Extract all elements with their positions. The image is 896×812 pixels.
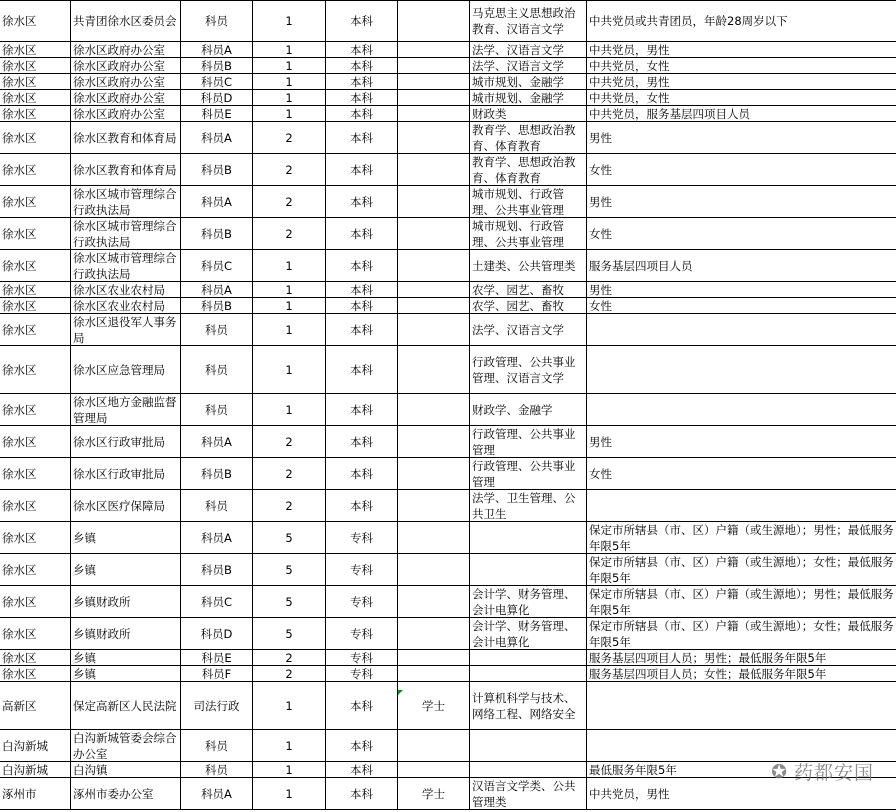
cell-unit[interactable]: 乡镇: [71, 666, 181, 682]
cell-major[interactable]: 计算机科学与技术、网络工程、网络安全: [470, 682, 587, 730]
cell-education[interactable]: 本科: [326, 346, 398, 394]
table-row: [0, 90, 896, 106]
cell-major[interactable]: [470, 730, 587, 762]
cell-count[interactable]: 5: [253, 522, 326, 554]
cell-count[interactable]: 1: [253, 778, 326, 810]
cell-unit[interactable]: 白沟新城管委会综合办公室: [71, 730, 181, 762]
cell-count[interactable]: 1: [253, 314, 326, 346]
cell-unit[interactable]: 乡镇: [71, 522, 181, 554]
cell-area[interactable]: 徐水区: [0, 218, 71, 250]
table-row: [0, 0, 896, 42]
cell-education[interactable]: 本科: [326, 42, 398, 58]
cell-area[interactable]: 徐水区: [0, 458, 71, 490]
cell-major[interactable]: 马克思主义思想政治教育、汉语言文学: [470, 0, 587, 42]
cell-degree[interactable]: [398, 762, 470, 778]
cell-requirements[interactable]: 中共党员或共青团员，年龄28周岁以下: [587, 0, 896, 42]
cell-degree[interactable]: [398, 618, 470, 650]
cell-area[interactable]: 涿州市: [0, 778, 71, 810]
cell-education[interactable]: 专科: [326, 650, 398, 666]
table-row: [0, 298, 896, 314]
cell-position[interactable]: 科员A: [181, 42, 253, 58]
table-row: [0, 42, 896, 58]
cell-count[interactable]: 5: [253, 618, 326, 650]
table-row: [0, 154, 896, 186]
table-row: [0, 426, 896, 458]
cell-degree[interactable]: [398, 106, 470, 122]
cell-position[interactable]: 科员A: [181, 522, 253, 554]
cell-position[interactable]: 科员C: [181, 74, 253, 90]
table-row: [0, 458, 896, 490]
cell-education[interactable]: 本科: [326, 394, 398, 426]
watermark: [771, 758, 874, 785]
cell-area[interactable]: 徐水区: [0, 394, 71, 426]
cell-unit[interactable]: 徐水区政府办公室: [71, 42, 181, 58]
cell-requirements[interactable]: 保定市所辖县（市、区）户籍（或生源地）；女性；最低服务年限5年: [587, 618, 896, 650]
cell-degree[interactable]: [398, 666, 470, 682]
cell-major[interactable]: 法学、汉语言文学: [470, 314, 587, 346]
cell-position[interactable]: 科员: [181, 394, 253, 426]
table-row: [0, 682, 896, 730]
cell-position[interactable]: 科员D: [181, 618, 253, 650]
cell-position[interactable]: 科员B: [181, 218, 253, 250]
cell-major[interactable]: 汉语言文学类、公共管理类: [470, 778, 587, 810]
cell-count[interactable]: 2: [253, 154, 326, 186]
cell-count[interactable]: 2: [253, 666, 326, 682]
cell-unit[interactable]: 徐水区退役军人事务局: [71, 314, 181, 346]
cell-position[interactable]: 科员: [181, 346, 253, 394]
cell-count[interactable]: 1: [253, 346, 326, 394]
cell-requirements[interactable]: 男性: [587, 186, 896, 218]
cell-major[interactable]: 行政管理、公共事业管理: [470, 426, 587, 458]
cell-position[interactable]: 科员E: [181, 650, 253, 666]
table-row: [0, 586, 896, 618]
cell-count[interactable]: 2: [253, 186, 326, 218]
cell-unit[interactable]: 乡镇: [71, 650, 181, 666]
cell-position[interactable]: 科员A: [181, 778, 253, 810]
cell-education[interactable]: 本科: [326, 122, 398, 154]
table-row: [0, 730, 896, 762]
cell-degree[interactable]: [398, 74, 470, 90]
table-row: [0, 58, 896, 74]
table-row: [0, 522, 896, 554]
cell-unit[interactable]: 徐水区城市管理综合行政执法局: [71, 218, 181, 250]
cell-major[interactable]: [470, 762, 587, 778]
cell-major[interactable]: [470, 522, 587, 554]
cell-requirements[interactable]: 男性: [587, 426, 896, 458]
cell-position[interactable]: 科员: [181, 490, 253, 522]
wechat-icon: ✪: [771, 760, 788, 783]
cell-degree[interactable]: [398, 90, 470, 106]
cell-degree[interactable]: [398, 394, 470, 426]
cell-major[interactable]: [470, 666, 587, 682]
cell-count[interactable]: 1: [253, 762, 326, 778]
table-row: [0, 490, 896, 522]
cell-position[interactable]: 科员A: [181, 282, 253, 298]
cell-requirements[interactable]: 中共党员，男性: [587, 42, 896, 58]
cell-requirements[interactable]: 中共党员，男性: [587, 778, 896, 810]
cell-degree[interactable]: [398, 314, 470, 346]
cell-requirements[interactable]: 中共党员，男性: [587, 74, 896, 90]
table-row: [0, 74, 896, 90]
cell-degree[interactable]: [398, 298, 470, 314]
cell-position[interactable]: 科员: [181, 730, 253, 762]
table-row: [0, 666, 896, 682]
table-row: [0, 250, 896, 282]
cell-count[interactable]: 1: [253, 394, 326, 426]
cell-position[interactable]: 科员B: [181, 458, 253, 490]
cell-unit[interactable]: 徐水区城市管理综合行政执法局: [71, 186, 181, 218]
cell-count[interactable]: 1: [253, 106, 326, 122]
watermark-text: 药都安国: [793, 762, 874, 784]
cell-area[interactable]: 白沟新城: [0, 762, 71, 778]
cell-count[interactable]: 2: [253, 218, 326, 250]
cell-unit[interactable]: 徐水区行政审批局: [71, 458, 181, 490]
cell-area[interactable]: 徐水区: [0, 346, 71, 394]
cell-major[interactable]: 农学、园艺、畜牧: [470, 298, 587, 314]
cell-requirements[interactable]: 女性: [587, 458, 896, 490]
cell-major[interactable]: 行政管理、公共事业管理、汉语言文学: [470, 346, 587, 394]
cell-count[interactable]: 5: [253, 554, 326, 586]
cell-requirements[interactable]: [587, 490, 896, 522]
cell-unit[interactable]: 徐水区教育和体育局: [71, 154, 181, 186]
cell-area[interactable]: 徐水区: [0, 250, 71, 282]
cell-major[interactable]: 会计学、财务管理、会计电算化: [470, 586, 587, 618]
cell-unit[interactable]: 徐水区政府办公室: [71, 90, 181, 106]
cell-count[interactable]: 2: [253, 122, 326, 154]
cell-area[interactable]: 徐水区: [0, 314, 71, 346]
table-top-border: [0, 0, 896, 1]
cell-count[interactable]: 1: [253, 298, 326, 314]
table-row: [0, 762, 896, 778]
cell-area[interactable]: 徐水区: [0, 58, 71, 74]
cell-education[interactable]: 本科: [326, 218, 398, 250]
cell-degree[interactable]: [398, 282, 470, 298]
cell-count[interactable]: 1: [253, 730, 326, 762]
cell-area[interactable]: 徐水区: [0, 106, 71, 122]
cell-education[interactable]: 本科: [326, 74, 398, 90]
cell-count[interactable]: 2: [253, 458, 326, 490]
cell-degree[interactable]: [398, 250, 470, 282]
cell-degree[interactable]: [398, 554, 470, 586]
cell-major[interactable]: 农学、园艺、畜牧: [470, 282, 587, 298]
cell-area[interactable]: 徐水区: [0, 74, 71, 90]
cell-unit[interactable]: 徐水区应急管理局: [71, 346, 181, 394]
cell-degree[interactable]: [398, 650, 470, 666]
cell-requirements[interactable]: 保定市所辖县（市、区）户籍（或生源地）；男性；最低服务年限5年: [587, 522, 896, 554]
cell-position[interactable]: 科员C: [181, 586, 253, 618]
table-row: [0, 314, 896, 346]
cell-major[interactable]: 财政类: [470, 106, 587, 122]
cell-major[interactable]: 城市规划、行政管理、公共事业管理: [470, 218, 587, 250]
cell-position[interactable]: 科员D: [181, 90, 253, 106]
cell-education[interactable]: 本科: [326, 90, 398, 106]
cell-degree[interactable]: 学士: [398, 778, 470, 810]
cell-education[interactable]: 专科: [326, 522, 398, 554]
cell-comment-marker: [398, 690, 403, 695]
cell-position[interactable]: 科员A: [181, 122, 253, 154]
cell-requirements[interactable]: 男性: [587, 282, 896, 298]
cell-degree[interactable]: [398, 586, 470, 618]
cell-area[interactable]: 徐水区: [0, 650, 71, 666]
cell-requirements[interactable]: 中共党员，女性: [587, 90, 896, 106]
cell-area[interactable]: 徐水区: [0, 186, 71, 218]
cell-requirements[interactable]: 男性: [587, 122, 896, 154]
cell-major[interactable]: 法学、汉语言文学: [470, 42, 587, 58]
cell-requirements[interactable]: [587, 394, 896, 426]
cell-degree[interactable]: [398, 522, 470, 554]
table-row: [0, 650, 896, 666]
cell-requirements[interactable]: 女性: [587, 218, 896, 250]
cell-area[interactable]: 徐水区: [0, 426, 71, 458]
cell-count[interactable]: 2: [253, 650, 326, 666]
cell-unit[interactable]: 乡镇财政所: [71, 618, 181, 650]
cell-count[interactable]: 1: [253, 0, 326, 42]
cell-area[interactable]: 白沟新城: [0, 730, 71, 762]
cell-degree[interactable]: [398, 0, 470, 42]
cell-unit[interactable]: 徐水区政府办公室: [71, 58, 181, 74]
table-row: [0, 186, 896, 218]
cell-degree[interactable]: [398, 458, 470, 490]
cell-count[interactable]: 1: [253, 42, 326, 58]
cell-degree[interactable]: 学士: [398, 682, 470, 730]
cell-area[interactable]: 徐水区: [0, 298, 71, 314]
cell-area[interactable]: 徐水区: [0, 282, 71, 298]
cell-education[interactable]: 本科: [326, 682, 398, 730]
cell-education[interactable]: 专科: [326, 554, 398, 586]
cell-area[interactable]: 徐水区: [0, 666, 71, 682]
cell-position[interactable]: 科员E: [181, 106, 253, 122]
cell-position[interactable]: 科员: [181, 314, 253, 346]
cell-unit[interactable]: 徐水区政府办公室: [71, 74, 181, 90]
cell-area[interactable]: 徐水区: [0, 90, 71, 106]
cell-education[interactable]: 本科: [326, 282, 398, 298]
cell-count[interactable]: 1: [253, 74, 326, 90]
cell-position[interactable]: 科员B: [181, 58, 253, 74]
cell-position[interactable]: 科员C: [181, 250, 253, 282]
cell-degree[interactable]: [398, 122, 470, 154]
cell-unit[interactable]: 乡镇财政所: [71, 586, 181, 618]
cell-requirements[interactable]: 中共党员，服务基层四项目人员: [587, 106, 896, 122]
cell-major[interactable]: 教育学、思想政治教育、体育教育: [470, 122, 587, 154]
cell-count[interactable]: 5: [253, 586, 326, 618]
cell-count[interactable]: 2: [253, 490, 326, 522]
cell-education[interactable]: 专科: [326, 666, 398, 682]
cell-count[interactable]: 2: [253, 426, 326, 458]
cell-education[interactable]: 本科: [326, 730, 398, 762]
cell-education[interactable]: 本科: [326, 298, 398, 314]
cell-area[interactable]: 高新区: [0, 682, 71, 730]
cell-major[interactable]: 教育学、思想政治教育、体育教育: [470, 154, 587, 186]
table-row: [0, 346, 896, 394]
cell-requirements[interactable]: [587, 682, 896, 730]
cell-unit[interactable]: 徐水区农业农村局: [71, 298, 181, 314]
cell-position[interactable]: 科员A: [181, 186, 253, 218]
cell-position[interactable]: 科员: [181, 0, 253, 42]
cell-major[interactable]: [470, 650, 587, 666]
cell-unit[interactable]: 徐水区医疗保障局: [71, 490, 181, 522]
cell-unit[interactable]: 徐水区地方金融监督管理局: [71, 394, 181, 426]
cell-requirements[interactable]: 服务基层四项目人员: [587, 250, 896, 282]
cell-area[interactable]: 徐水区: [0, 42, 71, 58]
cell-requirements[interactable]: 中共党员，女性: [587, 58, 896, 74]
cell-requirements[interactable]: 最低服务年限5年: [587, 762, 896, 778]
cell-area[interactable]: 徐水区: [0, 490, 71, 522]
table-row: [0, 122, 896, 154]
cell-education[interactable]: 本科: [326, 250, 398, 282]
cell-degree[interactable]: [398, 42, 470, 58]
cell-requirements[interactable]: 女性: [587, 154, 896, 186]
cell-degree[interactable]: [398, 218, 470, 250]
cell-count[interactable]: 1: [253, 90, 326, 106]
cell-unit[interactable]: 徐水区政府办公室: [71, 106, 181, 122]
cell-requirements[interactable]: 服务基层四项目人员；男性；最低服务年限5年: [587, 650, 896, 666]
table-row: [0, 778, 896, 810]
cell-education[interactable]: 专科: [326, 586, 398, 618]
cell-unit[interactable]: 白沟镇: [71, 762, 181, 778]
cell-major[interactable]: 法学、卫生管理、公共卫生: [470, 490, 587, 522]
cell-position[interactable]: 科员B: [181, 298, 253, 314]
cell-major[interactable]: 城市规划、金融学: [470, 74, 587, 90]
cell-education[interactable]: 本科: [326, 58, 398, 74]
cell-area[interactable]: 徐水区: [0, 0, 71, 42]
cell-position[interactable]: 科员F: [181, 666, 253, 682]
table-row: [0, 218, 896, 250]
cell-unit[interactable]: 涿州市委办公室: [71, 778, 181, 810]
cell-area[interactable]: 徐水区: [0, 586, 71, 618]
cell-position[interactable]: 科员: [181, 762, 253, 778]
cell-count[interactable]: 1: [253, 58, 326, 74]
cell-requirements[interactable]: 服务基层四项目人员；女性；最低服务年限5年: [587, 666, 896, 682]
cell-major[interactable]: 土建类、公共管理类: [470, 250, 587, 282]
cell-education[interactable]: 本科: [326, 314, 398, 346]
cell-major[interactable]: 法学、汉语言文学: [470, 58, 587, 74]
cell-unit[interactable]: 乡镇: [71, 554, 181, 586]
cell-unit[interactable]: 徐水区农业农村局: [71, 282, 181, 298]
cell-area[interactable]: 徐水区: [0, 154, 71, 186]
table-row: [0, 106, 896, 122]
cell-requirements[interactable]: [587, 314, 896, 346]
cell-requirements[interactable]: 女性: [587, 298, 896, 314]
cell-area[interactable]: 徐水区: [0, 618, 71, 650]
cell-position[interactable]: 科员B: [181, 554, 253, 586]
cell-major[interactable]: [470, 554, 587, 586]
cell-count[interactable]: 1: [253, 250, 326, 282]
table-row: [0, 554, 896, 586]
table-row: [0, 394, 896, 426]
cell-area[interactable]: 徐水区: [0, 122, 71, 154]
cell-degree[interactable]: [398, 186, 470, 218]
cell-education[interactable]: 本科: [326, 106, 398, 122]
cell-major[interactable]: 会计学、财务管理、会计电算化: [470, 618, 587, 650]
cell-education[interactable]: 本科: [326, 426, 398, 458]
cell-count[interactable]: 1: [253, 282, 326, 298]
cell-position[interactable]: 科员A: [181, 426, 253, 458]
cell-education[interactable]: 本科: [326, 154, 398, 186]
cell-unit[interactable]: 共青团徐水区委员会: [71, 0, 181, 42]
cell-education[interactable]: 本科: [326, 778, 398, 810]
cell-unit[interactable]: 保定高新区人民法院: [71, 682, 181, 730]
cell-position[interactable]: 司法行政: [181, 682, 253, 730]
cell-education[interactable]: 本科: [326, 762, 398, 778]
cell-unit[interactable]: 徐水区城市管理综合行政执法局: [71, 250, 181, 282]
cell-area[interactable]: 徐水区: [0, 554, 71, 586]
cell-major[interactable]: 城市规划、金融学: [470, 90, 587, 106]
cell-major[interactable]: 财政学、金融学: [470, 394, 587, 426]
table-row: [0, 282, 896, 298]
cell-education[interactable]: 本科: [326, 186, 398, 218]
cell-education[interactable]: 专科: [326, 618, 398, 650]
cell-major[interactable]: 行政管理、公共事业管理: [470, 458, 587, 490]
cell-unit[interactable]: 徐水区教育和体育局: [71, 122, 181, 154]
cell-requirements[interactable]: 保定市所辖县（市、区）户籍（或生源地）；女性；最低服务年限5年: [587, 554, 896, 586]
cell-education[interactable]: 本科: [326, 490, 398, 522]
cell-requirements[interactable]: 保定市所辖县（市、区）户籍（或生源地）；男性；最低服务年限5年: [587, 586, 896, 618]
cell-degree[interactable]: [398, 426, 470, 458]
cell-count[interactable]: 1: [253, 682, 326, 730]
cell-degree[interactable]: [398, 154, 470, 186]
cell-position[interactable]: 科员B: [181, 154, 253, 186]
cell-degree[interactable]: [398, 730, 470, 762]
cell-major[interactable]: 城市规划、行政管理、公共事业管理: [470, 186, 587, 218]
cell-education[interactable]: 本科: [326, 0, 398, 42]
table-row: [0, 618, 896, 650]
cell-degree[interactable]: [398, 58, 470, 74]
cell-requirements[interactable]: [587, 346, 896, 394]
cell-unit[interactable]: 徐水区行政审批局: [71, 426, 181, 458]
cell-degree[interactable]: [398, 346, 470, 394]
cell-area[interactable]: 徐水区: [0, 522, 71, 554]
cell-education[interactable]: 本科: [326, 458, 398, 490]
cell-degree[interactable]: [398, 490, 470, 522]
